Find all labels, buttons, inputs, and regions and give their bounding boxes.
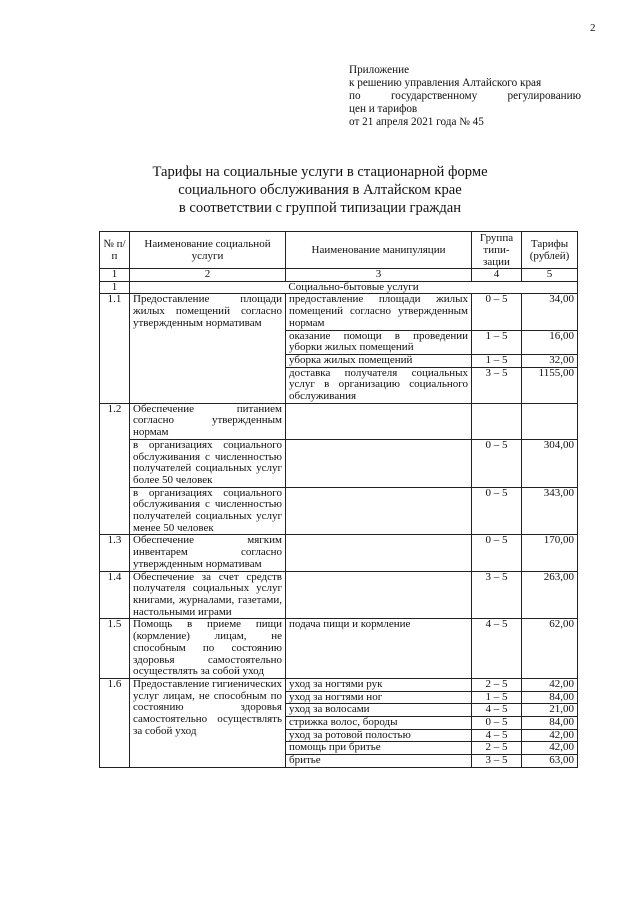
service-name: Обеспечение мягким инвентарем согласно утвержденным нормативам	[130, 535, 286, 571]
tariff-value: 84,00	[522, 691, 578, 704]
group-value: 4 – 5	[472, 729, 522, 742]
appendix-line: Приложение	[349, 64, 410, 76]
row-number: 1.1	[100, 294, 130, 403]
group-value: 4 – 5	[472, 704, 522, 717]
manipulation-empty	[286, 403, 472, 439]
group-value: 0 – 5	[472, 535, 522, 571]
tariffs-table	[99, 231, 578, 768]
tariff-value: 34,00	[522, 294, 578, 330]
tariff-value: 16,00	[522, 330, 578, 354]
row-number: 1.3	[100, 535, 130, 571]
table-row	[100, 439, 578, 487]
appendix-block	[349, 64, 581, 129]
group-value: 1 – 5	[472, 330, 522, 354]
column-index: 1	[100, 269, 130, 282]
table-row	[100, 535, 578, 571]
appendix-line: к решению управления Алтайского края	[349, 77, 542, 89]
group-value: 0 – 5	[472, 717, 522, 730]
column-index: 3	[286, 269, 472, 282]
appendix-line: цен и тарифов	[349, 103, 418, 115]
appendix-line: по государственному регулированию	[349, 90, 581, 102]
row-number: 1.6	[100, 678, 130, 767]
tariff-value: 84,00	[522, 717, 578, 730]
appendix-date: от 21 апреля 2021 года № 45	[349, 116, 484, 128]
column-index-row	[100, 269, 578, 282]
manipulation-empty	[286, 487, 472, 535]
group-value: 3 – 5	[472, 755, 522, 768]
tariff-value: 42,00	[522, 678, 578, 691]
tariff-empty	[522, 403, 578, 439]
table-row	[100, 678, 578, 691]
tariff-value: 21,00	[522, 704, 578, 717]
table-row	[100, 294, 578, 330]
group-value: 1 – 5	[472, 691, 522, 704]
header-group: Группа типи-зации	[472, 232, 522, 269]
manipulation-name: подача пищи и кормление	[286, 619, 472, 679]
table-row	[100, 619, 578, 679]
title-line: социального обслуживания в Алтайском крае	[178, 182, 462, 198]
column-index: 5	[522, 269, 578, 282]
row-number: 1.4	[100, 571, 130, 619]
manipulation-name: оказание помощи в проведении уборки жилых помещений	[286, 330, 472, 354]
header-service: Наименование социальной услуги	[130, 232, 286, 269]
section-number: 1	[100, 281, 130, 294]
header-number: № п/п	[100, 232, 130, 269]
manipulation-empty	[286, 571, 472, 619]
manipulation-name: уход за ногтями ног	[286, 691, 472, 704]
group-value: 3 – 5	[472, 571, 522, 619]
title-line: Тарифы на социальные услуги в стационарной форме	[152, 164, 488, 180]
service-name: Предоставление гигиенических услуг лицам, не способным по состоянию здоровья самостоятельно осуществлять за собой уход	[130, 678, 286, 767]
service-name: Обеспечение за счет средств получателя социальных услуг книгами, журналами, газетами, настольными играми	[130, 571, 286, 619]
group-value: 3 – 5	[472, 367, 522, 403]
tariff-value: 304,00	[522, 439, 578, 487]
table-header-row	[100, 232, 578, 269]
tariff-value: 62,00	[522, 619, 578, 679]
group-value: 2 – 5	[472, 742, 522, 755]
manipulation-empty	[286, 535, 472, 571]
tariff-value: 1155,00	[522, 367, 578, 403]
manipulation-name: уход за ногтями рук	[286, 678, 472, 691]
group-value: 0 – 5	[472, 487, 522, 535]
tariff-value: 42,00	[522, 729, 578, 742]
title-line: в соответствии с группой типизации граждан	[178, 200, 462, 216]
manipulation-name: стрижка волос, бороды	[286, 717, 472, 730]
service-name: Помощь в приеме пищи (кормление) лицам, не способным по состоянию здоровья самостоятельно осуществлять за собой уход	[130, 619, 286, 679]
manipulation-name: доставка получателя социальных услуг в организацию социального обслуживания	[286, 367, 472, 403]
service-subitem: в организациях социального обслуживания с численностью получателей социальных услуг более 50 человек	[130, 439, 286, 487]
group-value: 4 – 5	[472, 619, 522, 679]
header-tariff: Тарифы (рублей)	[522, 232, 578, 269]
tariff-value: 42,00	[522, 742, 578, 755]
tariff-value: 63,00	[522, 755, 578, 768]
manipulation-name: предоставление площади жилых помещений согласно утвержденным нормам	[286, 294, 472, 330]
tariff-value: 263,00	[522, 571, 578, 619]
manipulation-name: уборка жилых помещений	[286, 354, 472, 367]
manipulation-empty	[286, 439, 472, 487]
group-value: 0 – 5	[472, 439, 522, 487]
table-row	[100, 403, 578, 439]
service-name: Предоставление площади жилых помещений согласно утвержденным нормативам	[130, 294, 286, 403]
group-value: 2 – 5	[472, 678, 522, 691]
table-row	[100, 487, 578, 535]
section-title: Социально-бытовые услуги	[130, 281, 578, 294]
row-number: 1.2	[100, 403, 130, 535]
tariff-value: 32,00	[522, 354, 578, 367]
manipulation-name: бритье	[286, 755, 472, 768]
header-manipulation: Наименование манипуляции	[286, 232, 472, 269]
manipulation-name: помощь при бритье	[286, 742, 472, 755]
manipulation-name: уход за волосами	[286, 704, 472, 717]
tariff-value: 170,00	[522, 535, 578, 571]
page-number: 2	[590, 22, 596, 34]
service-name: Обеспечение питанием согласно утвержденным нормам	[130, 403, 286, 439]
group-empty	[472, 403, 522, 439]
document-title	[100, 163, 540, 217]
group-value: 0 – 5	[472, 294, 522, 330]
group-value: 1 – 5	[472, 354, 522, 367]
manipulation-name: уход за ротовой полостью	[286, 729, 472, 742]
tariff-value: 343,00	[522, 487, 578, 535]
column-index: 2	[130, 269, 286, 282]
row-number: 1.5	[100, 619, 130, 679]
service-subitem: в организациях социального обслуживания с численностью получателей социальных услуг менее 50 человек	[130, 487, 286, 535]
table-row	[100, 571, 578, 619]
section-row	[100, 281, 578, 294]
column-index: 4	[472, 269, 522, 282]
